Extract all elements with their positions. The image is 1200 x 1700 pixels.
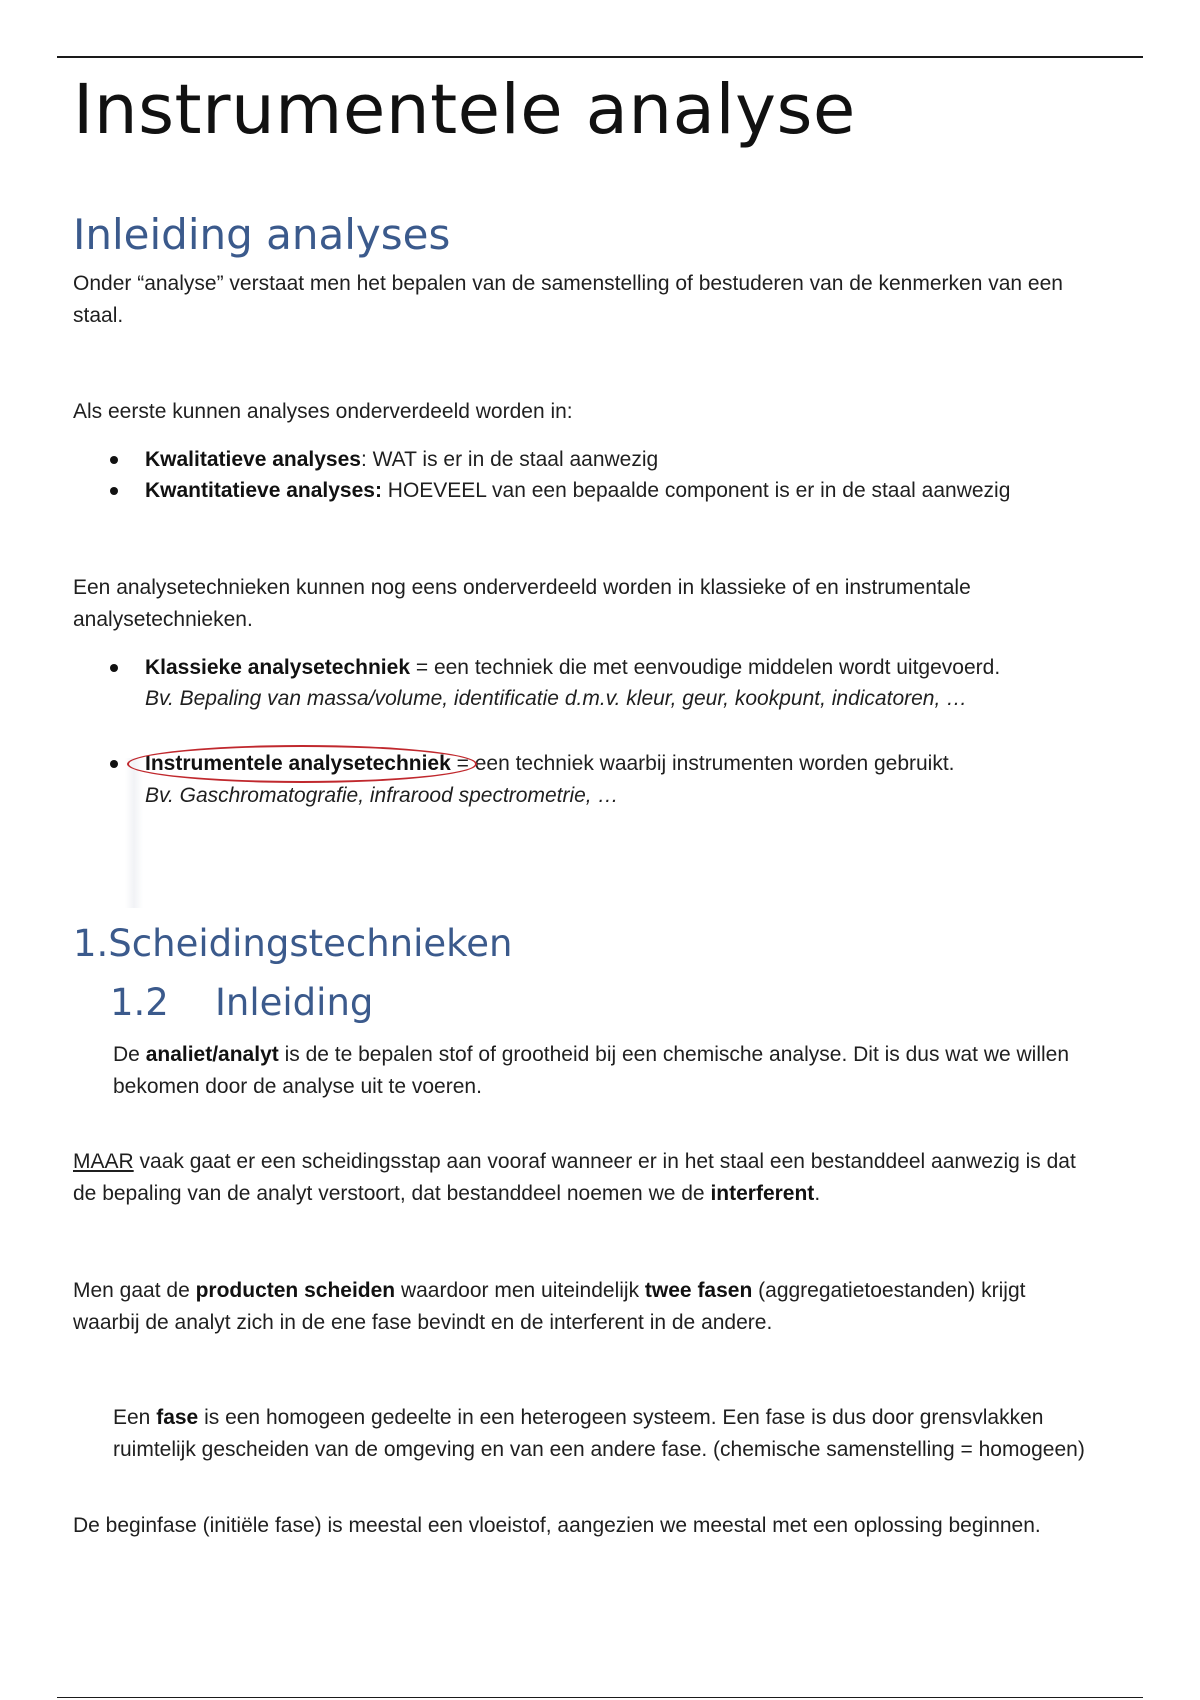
fase-paragraph: Een fase is een homogeen gedeelte in een heterogeen systeem. Een fase is dus door grensvlakken ruimtelijk gescheiden van de omgeving en van een andere fase. (chemische samenstelling = homogeen) — [113, 1406, 1085, 1461]
document-page: Instrumentele analyse Inleiding analyses Onder “analyse” verstaat men het bepalen van de samenstelling of bestuderen van de kenmerken van een staal. Als eerste kunnen analyses onderverdeeld worden in: Kwalitatieve analyses: WAT is er in de staal aanwezig Kwantitatieve analyses: HOEVEEL van een bepaalde component is er in de staal aanwezig Een analysetechnieken kunnen nog eens onderverdeeld worden in klassieke of en instrumentale analysetechnieken. Klassieke analysetechniek = een techniek die met eenvoudige middelen wordt uitgevoerd. Bv. Bepaling van massa/volume, identificatie d.m.v. kleur, geur, kookpunt, indicatoren, … Instrumentele analysetechniek = een techniek waarbij instrumenten worden gebruikt. Bv. Gaschromatografie, infrarood spectrometrie, … 1.Scheidingstechnieken 1.2 Inleiding De analiet/analyt is de te bepalen stof of grootheid bij een chemische analyse. Dit is dus wat we willen bekomen door de analyse uit te voeren. MAAR vaak gaat er een scheidingsstap aan vooraf wanneer er in het staal een bestanddeel aanwezig is dat de bepaling van de analyt verstoort, dat bestanddeel noemen we de interferent. Men gaat de producten scheiden waardoor men uiteindelijk twee fasen (aggregatietoestanden) krijgt waarbij de analyt zich in de ene fase bevindt en de interferent in de andere. Een fase is een homogeen gedeelte in een heterogeen systeem. Een fase is dus door grensvlakken ruimtelijk gescheiden van de omgeving en van een andere fase. (chemische samenstelling = homogeen) De beginfase (initiële fase) is meestal een vloeistof, aangezien we meestal met een oplossing beginnen. — [0, 0, 1200, 1700]
techniques-paragraph: Een analysetechnieken kunnen nog eens onderverdeeld worden in klassieke of en instrumentale analysetechnieken. — [73, 576, 971, 631]
analyt-paragraph: De analiet/analyt is de te bepalen stof of grootheid bij een chemische analyse. Dit is dus wat we willen bekomen door de analyse uit te voeren. — [113, 1043, 1070, 1098]
maar-paragraph: MAAR vaak gaat er een scheidingsstap aan vooraf wanneer er in het staal een bestanddeel aanwezig is dat de bepaling van de analyt verstoort, dat bestanddeel noemen we de interferent. — [73, 1150, 1076, 1205]
bullet-dot — [110, 487, 118, 495]
bullet-dot — [110, 456, 118, 464]
bullet-dot — [110, 664, 118, 672]
top-rule — [57, 56, 1143, 58]
heading-scheidingstechnieken: 1.Scheidingstechnieken — [73, 922, 513, 965]
intro-paragraph: Onder “analyse” verstaat men het bepalen van de samenstelling of bestuderen van de kenmerken van een staal. — [73, 272, 1063, 327]
scan-shadow — [125, 758, 143, 908]
bottom-rule — [57, 1697, 1143, 1698]
handdrawn-circle-annotation — [127, 745, 477, 783]
beginfase-paragraph: De beginfase (initiële fase) is meestal een vloeistof, aangezien we meestal met een oplossing beginnen. — [73, 1514, 1041, 1537]
producten-paragraph: Men gaat de producten scheiden waardoor men uiteindelijk twee fasen (aggregatietoestanden) krijgt waarbij de analyt zich in de ene fase bevindt en de interferent in de andere. — [73, 1279, 1026, 1334]
intro-list-lead: Als eerste kunnen analyses onderverdeeld worden in: — [73, 400, 573, 423]
bullet-dot — [110, 760, 118, 768]
subheading-inleiding: 1.2 Inleiding — [110, 981, 374, 1024]
document-title: Instrumentele analyse — [73, 70, 856, 150]
heading-inleiding-analyses: Inleiding analyses — [73, 210, 451, 259]
